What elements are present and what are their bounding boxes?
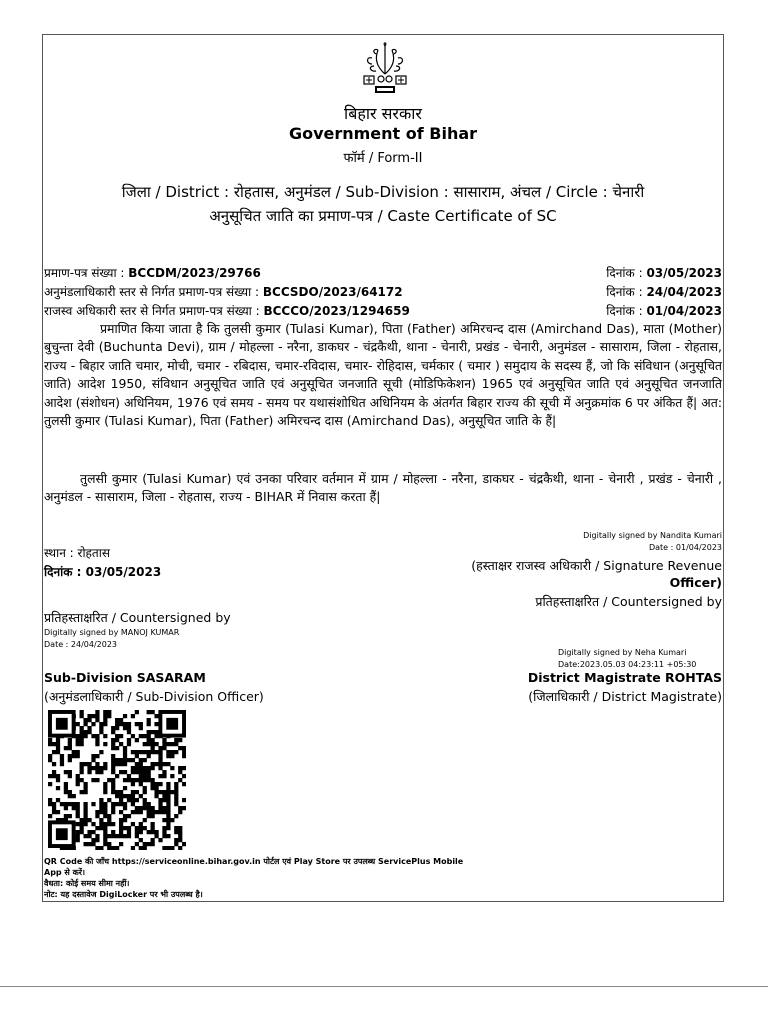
revenue-officer-signature-line1: (हस्ताक्षर राजस्व अधिकारी / Signature Revenue	[471, 558, 722, 573]
certificate-title: अनुसूचित जाति का प्रमाण-पत्र / Caste Certificate of SC	[209, 207, 557, 225]
govt-title-english: Government of Bihar	[288, 124, 478, 143]
validity-note: वैधता: कोई समय सीमा नहीं।	[44, 879, 130, 888]
digital-sign-nandita: Digitally signed by Nandita Kumari	[583, 531, 722, 540]
digilocker-note: नोट: यह दस्तावेज DigiLocker पर भी उपलब्ध है।	[44, 890, 203, 899]
residence-paragraph: तुलसी कुमार (Tulasi Kumar) एवं उनका परिवार वर्तमान में ग्राम / मोहल्ला - नरैना, डाकघर - चंद्रकैथी, थाना - चेनारी , प्रखंड - चेनारी , अनुमंडल - सासाराम, जिला - रोहतास, राज्य - BIHAR में निवास करता हैं|	[44, 471, 722, 505]
digital-sign-manoj: Digitally signed by MANOJ KUMAR	[44, 628, 180, 637]
digital-sign-neha-date: Date:2023.05.03 04:23:11 +05:30	[558, 660, 697, 669]
digital-sign-manoj-date: Date : 24/04/2023	[44, 640, 118, 649]
certificate-number-row: प्रमाण-पत्र संख्या : BCCDM/2023/29766 दिनांक : 03/05/2023	[44, 266, 722, 280]
revenue-officer-number-row: राजस्व अधिकारी स्तर से निर्गत प्रमाण-पत्र संख्या : BCCCO/2023/1294659 दिनांक : 01/04/2023	[44, 304, 722, 318]
countersigned-right: प्रतिहस्ताक्षरित / Countersigned by	[535, 594, 722, 609]
issue-date: दिनांक : 03/05/2023	[44, 565, 162, 579]
qr-note: QR Code की जाँच https://serviceonline.bihar.gov.in पोर्टल एवं Play Store पर उपलब्ध ServicePlus Mobile	[44, 857, 464, 866]
sdo-number-row: अनुमंडलाधिकारी स्तर से निर्गत प्रमाण-पत्र संख्या : BCCSDO/2023/64172 दिनांक : 24/04/2023	[44, 285, 722, 299]
location-line: जिला / District : रोहतास, अनुमंडल / Sub-Division : सासाराम, अंचल / Circle : चेनारी	[121, 183, 645, 201]
sub-division-officer-role: (अनुमंडलाधिकारी / Sub-Division Officer)	[44, 689, 264, 704]
place: स्थान : रोहतास	[44, 546, 110, 560]
sub-division-name: Sub-Division SASARAM	[44, 670, 206, 685]
revenue-officer-signature-line2: Officer)	[669, 575, 722, 590]
digital-sign-neha: Digitally signed by Neha Kumari	[558, 648, 687, 657]
district-magistrate-name: District Magistrate ROHTAS	[527, 670, 722, 685]
qr-code-icon[interactable]	[48, 710, 186, 850]
district-magistrate-role: (जिलाधिकारी / District Magistrate)	[528, 689, 722, 704]
govt-title-hindi: बिहार सरकार	[344, 104, 422, 123]
form-label: फॉर्म / Form-II	[343, 151, 423, 166]
page-divider	[0, 986, 768, 987]
digital-sign-nandita-date: Date : 01/04/2023	[648, 543, 722, 552]
certificate-body: प्रमाणित किया जाता है कि तुलसी कुमार (Tulasi Kumar), पिता (Father) अमिरचन्द दास (Amirchand Das), माता (Mother) बुचुन्ता देवी (Buchunta Devi), ग्राम / मोहल्ला - नरैना, डाकघर - चंद्रकैथी, थाना - चेनारी, प्रखंड - चेनारी, अनुमंडल - सासाराम, जिला - रोहतास, राज्य - बिहार जाति चमार, मोची, चमार - रबिदास, चमार-रविदास, चमार- रोहिदास, चर्मकार ( चमार ) समुदाय के सदस्य हैं, जो कि संविधान (अनुसूचित जाति) आदेश 1950, संविधान अनुसूचित जाति एवं अनुसूचित जनजाति सूची (मोडिफिकेशन) 1965 एवं अनुसूचित जाति एवं अनुसूचित जनजाति आदेश (संशोधन) अधिनियम, 1976 एवं समय - समय पर यथासंशोधित अधिनियम के अंतर्गत बिहार राज्य की सूची में अनुक्रमांक 6 पर अंकित हैं| अत: तुलसी कुमार (Tulasi Kumar), पिता (Father) अमिरचन्द दास (Amirchand Das), अनुसूचित जाति के हैं|	[44, 321, 722, 429]
state-emblem-icon	[354, 38, 416, 100]
countersigned-left: प्रतिहस्ताक्षरित / Countersigned by	[44, 610, 231, 625]
qr-note-line2: App से करें।	[44, 868, 86, 877]
